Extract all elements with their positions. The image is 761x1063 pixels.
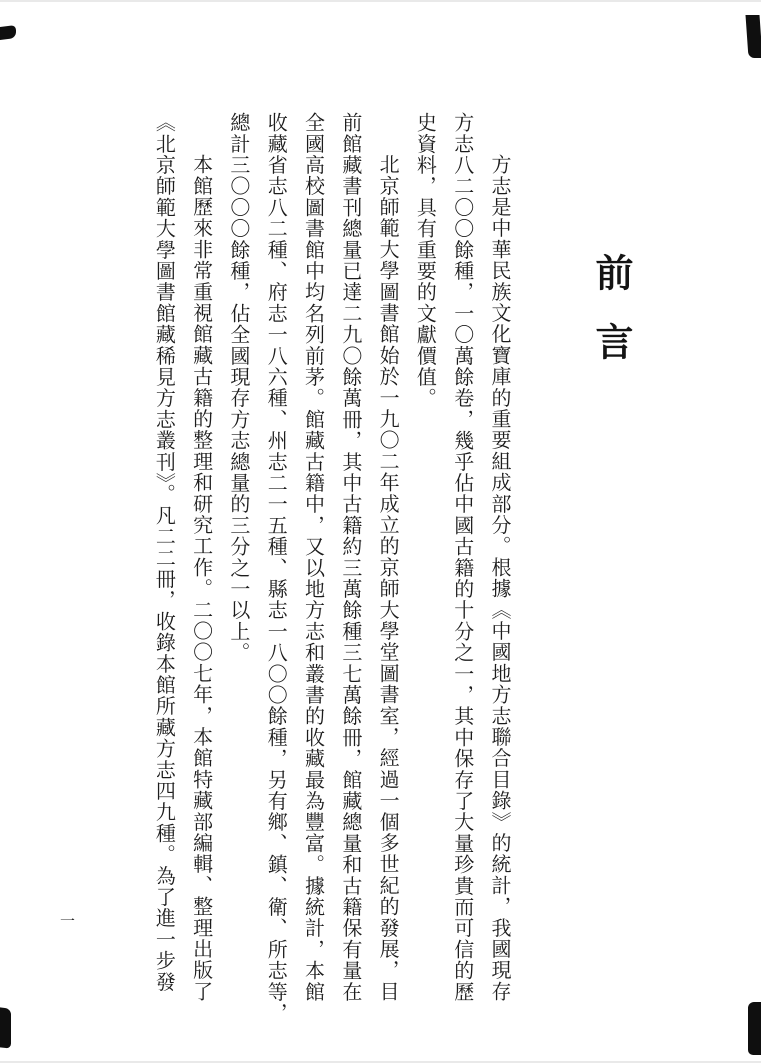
scan-artifact-bottom-right [748,1002,761,1055]
text-column: 方志是中華民族文化寶庫的重要組成部分。根據《中國地方志聯合目錄》的統計，我國現存 [488,154,512,1002]
preface-body [145,112,518,1024]
text-column: 前館藏書刊總量已達二九〇餘萬冊，其中古籍約三萬餘種三七萬餘冊，館藏總量和古籍保有量在 [338,112,363,1003]
page-title: 前言 [589,253,634,391]
text-column: 《北京師範大學圖書館藏稀見方志叢刊》。凡二二冊，收錄本館所藏方志四九種。為了進一步發 [152,112,177,993]
scan-artifact-bottom-left [0,1007,11,1048]
scan-artifact-top-right [745,15,761,58]
text-column: 方志八二〇〇餘種，一〇萬餘卷，幾乎佔中國古籍的十分之一，其中保存了大量珍貴而可信的歷 [450,112,475,1003]
text-column: 北京師範大學圖書館始於一九〇二年成立的京師大學堂圖書室，經過一個多世紀的發展，目 [376,154,401,1002]
text-column: 收藏省志八二種、府志一八六種、州志二一五種、縣志一八〇〇餘種，另有鄉、鎮、衛、所志等， [264,112,289,1024]
scan-edge-top [0,0,761,2]
folio-page-number: 一 [60,912,76,930]
text-column: 本館歷來非常重視館藏古籍的整理和研究工作。二〇〇七年，本館特藏部編輯、整理出版了 [189,154,214,1002]
scan-artifact-top-left [0,25,16,40]
text-column: 總計三〇〇〇餘種，佔全國現存方志總量的三分之一以上。 [226,112,251,664]
text-column: 全國高校圖書館中均名列前茅。館藏古籍中，又以地方志和叢書的收藏最為豐富。據統計，本館 [301,112,326,1003]
text-column: 史資料，具有重要的文獻價值。 [413,112,438,409]
